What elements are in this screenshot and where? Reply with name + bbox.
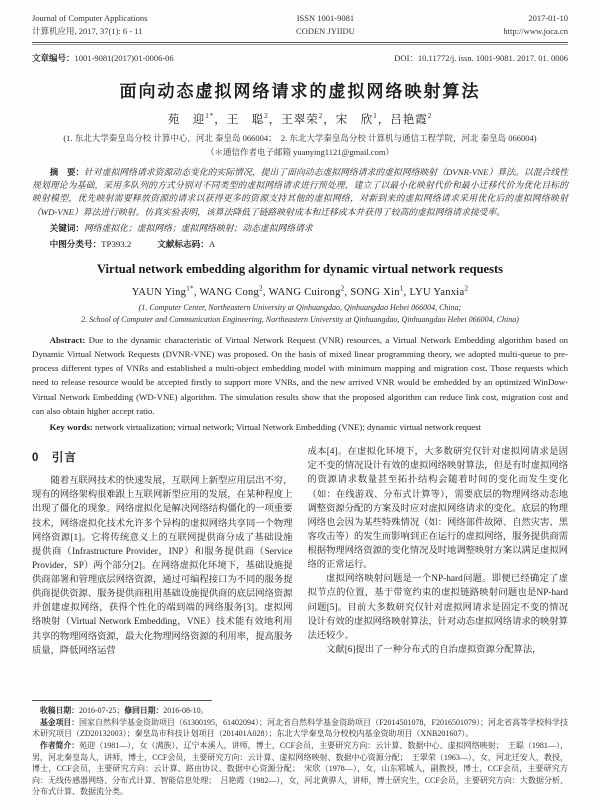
affiliation-cn: (1. 东北大学秦皇岛分校 计算中心，河北 秦皇岛 066004； 2. 东北大学秦皇岛分校 计算机与通信工程学院，河北 秦皇岛 066004) [63,132,537,143]
author-name: 王 聪 [226,113,265,126]
publication-date: 2017-01-10 [528,13,568,23]
keywords-cn [32,222,568,235]
authors-cn [32,111,568,127]
keywords-en [32,420,568,434]
body-paragraph: 成本[4]。在虚拟化环境下，大多数研究仅针对虚拟网请求是固定不变的情况设计有效的虚拟网络映射算法，但是有时虚拟网络的资源请求数量甚至拓扑结构会随着时间的变化而发生变化（如：在线游戏、分布式计算等），需要底层的物理网络动态地调整资源分配的方案及时应对虚拟网络请求的变化。底层的物理网络也会因为某些特殊情况（如：网络部件故障、自然灾害、黑客攻击等）的发生而影响到正在运行的虚拟网络，服务提供商需根据物理网络资源的变化情况及时地调整映射方案以满足虚拟网络的正常运行。 [307,447,568,571]
body-paragraph: 随着互联网技术的快速发展，互联网上新型应用层出不穷，现有的网络架构很难跟上互联网新型应用的发展，在某种程度上出现了僵化的现象。网络虚拟化是解决网络结构僵化的一项重要技术，网络虚拟化技术允许多个异构的虚拟网络共享同一个物理网络资源[1]。它将传统意义上的互联网提供商分成了基础设施提供商（Infrastructure Provider，INP）和服务提供商（Service Provider，SP）两个部分[2]。在网络虚拟化环境下，基础设施提供商部署和管理底层网络资源，通过可编程接口为不同的服务提供商提供资源、服务提供商租用基础设施提供商的底层网络资源并创建虚拟网络，获得个性化的端到端的网络服务[3]。虚拟网络映射（Virtual Network Embedding，VNE）技术能有效地利用共享的物理网络资源，最大化物理网络资源的利用率，提高服务质量，降低网络运营 [32,476,293,656]
clc-value: TP393.2 [101,239,132,250]
document-code-label: 文献标志码： [157,239,209,250]
journal-date-block [503,12,568,38]
author-affil-mark: 2 [318,111,324,120]
journal-citation-cn: 计算机应用, 2017, 37(1): 6 - 11 [32,25,143,36]
author [335,111,391,126]
author-separator: , [403,286,410,298]
author [350,284,410,298]
author-name: WANG Cuirong [268,286,341,298]
abstract-cn-label: 摘 要： [49,166,85,177]
author-name: 王翠荣 [281,113,319,126]
doi: DOI：10.11772/j. issn. 1001-9081. 2017. 01. 0006 [394,52,568,63]
abstract-en-text: Due to the dynamic characteristic of Virtual Network Request (VNR) resources, a Virtual Network Embedding algorithm based on Dynamic Virtual Network Requests (DVNR-VNE) was proposed. On the basis of mixed linear programming theory, we adopted multi-queue to pre-process different types of VNRs and established a multi-object embedding model with minimum mapping and migration cost. Those requests which need to release resource would be accepted firstly to support more VNRs, and the new arrived VNR would be embedded by an optimized WinDow-Virtual Network Embedding (WD-VNE) algorithm. The simulation results show that the proposed algorithm can reduce link cost, migration cost and can also obtain higher accept ratio. [32,334,568,416]
author-affil-mark: 2 [340,284,345,293]
author-name: WANG Cong [199,286,260,298]
author-separator: , [193,286,200,298]
keywords-cn-text: 网络虚拟化；虚拟网络；虚拟网络映射；动态虚拟网络请求 [83,222,313,233]
clc-label: 中图分类号： [49,239,102,250]
affiliation-en-line1: (1. Computer Center, Northeastern University at Qinhuangdao, Qinhuangdao Hebei 066004, China; [138,302,462,312]
section-heading-intro: 0 引言 [32,452,77,465]
author-name: 吕艳霞 [390,113,428,126]
author [199,284,269,298]
author [409,284,469,298]
revised-value: 2016-08-10。 [163,706,209,716]
revised-label: 修回日期： [124,706,164,716]
journal-codes-block [296,12,355,38]
author-affil-mark: 1* [205,111,215,120]
author [390,111,433,126]
article-number-value: 1001-9081(2017)01-0006-06 [74,52,174,63]
keywords-en-text: network virtualization; virtual network; Virtual Network Embedding (VNE); dynamic virtual network request [92,422,482,433]
journal-name-block [32,12,147,38]
funding-label: 基金项目： [40,717,79,727]
author-name: 宋 欣 [335,113,374,126]
author-bio-label: 作者简介： [40,741,80,751]
received-value: 2016-07-25； [78,706,125,716]
footnote-divider [32,700,212,701]
author-separator: , [262,286,269,298]
keywords-en-label: Key words: [49,422,93,433]
author [226,111,282,126]
paper-title-cn: 面向动态虚拟网络请求的虚拟网络映射算法 [119,81,481,101]
abstract-en [32,333,568,419]
author-affil-mark: 2 [464,284,469,293]
author [167,111,227,126]
received-date-line [32,705,568,717]
author-affil-mark: 1 [399,284,404,293]
author [281,111,336,126]
left-column [32,445,293,658]
authors-en [32,284,568,298]
article-meta-row [32,52,568,64]
keywords-cn-label: 关键词： [49,222,84,233]
issn-number: ISSN 1001-9081 [296,13,355,23]
author-name: SONG Xin [350,286,400,298]
journal-name-en: Journal of Computer Applications [32,13,148,23]
document-code-value: A [208,239,216,250]
journal-header [32,12,568,38]
author-affil-mark: 1 [373,111,378,120]
body-columns [32,445,568,658]
author-separator: , [344,286,351,298]
abstract-cn [32,166,568,219]
clc-row [32,238,568,250]
author-separator: ， [323,113,336,126]
corresponding-author-email: （＊通信作者电子邮箱 yuanying1121@gmail.com） [206,146,394,157]
author-affil-mark: 2 [259,284,263,293]
author [131,284,200,298]
author-name: 苑 迎 [167,113,206,126]
author-separator: ， [214,113,227,126]
article-number-label: 文章编号： [32,52,75,63]
funding-text: 国家自然科学基金资助项目（61300195，61402094）；河北省自然科学基金资助项目（F2014501078，F2016501079）；河北省高等学校科学技术研究项目（ZD20132003）；秦皇岛市科技计划项目（201401A028）；东北大学秦皇岛分校校内基金资助项目（XNB201607）。 [32,717,568,739]
author-separator: ， [377,113,391,126]
received-label: 收稿日期： [40,706,79,716]
funding-line [32,717,568,740]
abstract-cn-text: 针对虚拟网络请求资源动态变化的实际情况，提出了面向动态虚拟网络请求的虚拟网络映射（DVNR-VNE）算法。以混合线性规划理论为基础，采用多队列的方式分别对不同类型的虚拟网络请求进行预处理，建立了以最小化映射代价和最小迁移代价为优化目标的映射模型，优先映射需要释放资源的请求以获得更多的资源支持其他的虚拟网络，对新到来的虚拟网络请求采用优化后的虚拟网络映射（WD-VNE）算法进行映射。仿真实验表明，该算法降低了链路映射成本和迁移成本并获得了较高的虚拟网络请求接受率。 [32,166,568,217]
body-paragraph: 虚拟网络映射问题是一个NP-hard问题。即便已经确定了虚拟节点的位置，基于带宽约束的虚拟链路映射问题也是NP-hard问题[5]。目前大多数研究仅针对虚拟网请求是固定不变的情况设计有效的虚拟网络映射算法，针对动态虚拟网络请求的映射算法还较少。 [307,574,568,641]
author-bio-line [32,740,568,798]
author-name: LYU Yanxia [409,286,465,298]
first-page-footnote [32,700,568,798]
author-affil-mark: 1* [186,284,194,293]
article-number [32,52,174,64]
author-name: YAUN Ying [131,286,187,298]
affiliation-en [32,302,568,326]
coden-code: CODEN JYIIDU [296,25,355,36]
right-column [308,445,569,658]
author-affil-mark: 2 [264,111,269,120]
abstract-en-label: Abstract: [49,334,86,345]
author [268,284,351,298]
journal-url: http://www.joca.cn [503,25,568,36]
paper-title-en: Virtual network embedding algorithm for dynamic virtual network requests [96,262,503,277]
author-separator: ， [268,113,282,126]
author-bio-text: 苑迎（1981—），女（满族），辽宁本溪人，讲师，博士，CCF会员，主要研究方向：云计算、数据中心、虚拟网络映射； 王聪（1981—），男，河北秦皇岛人，讲师，博士，CCF会员，主要研究方向：云计算、虚拟网络映射、数据中心资源分配； 王翠荣（1963—），女，河北迁安人，教授，博士，CCF会员，主要研究方向：云计算、路由协议、数据中心资源分配； 宋欣（1978—），女，山东郓城人，副教授，博士，CCF会员，主要研究方向：无线传感器网络、分布式计算、智能信息处理； 吕艳霞（1982—），女，河北黄骅人，讲师，博士研究生，CCF会员，主要研究方向：大数据分析、分布式计算、数据流分类。 [32,741,568,797]
affiliation-en-line2: 2. School of Computer and Communication Engineering, Northeastern University at Qinhuangdao, Qinhuangdao Hebei 066004, China) [81,314,519,324]
body-paragraph: 文献[6]提出了一种分布式的自治虚拟资源分配算法， [326,644,542,655]
header-divider [32,42,568,45]
author-affil-mark: 2 [427,111,433,120]
